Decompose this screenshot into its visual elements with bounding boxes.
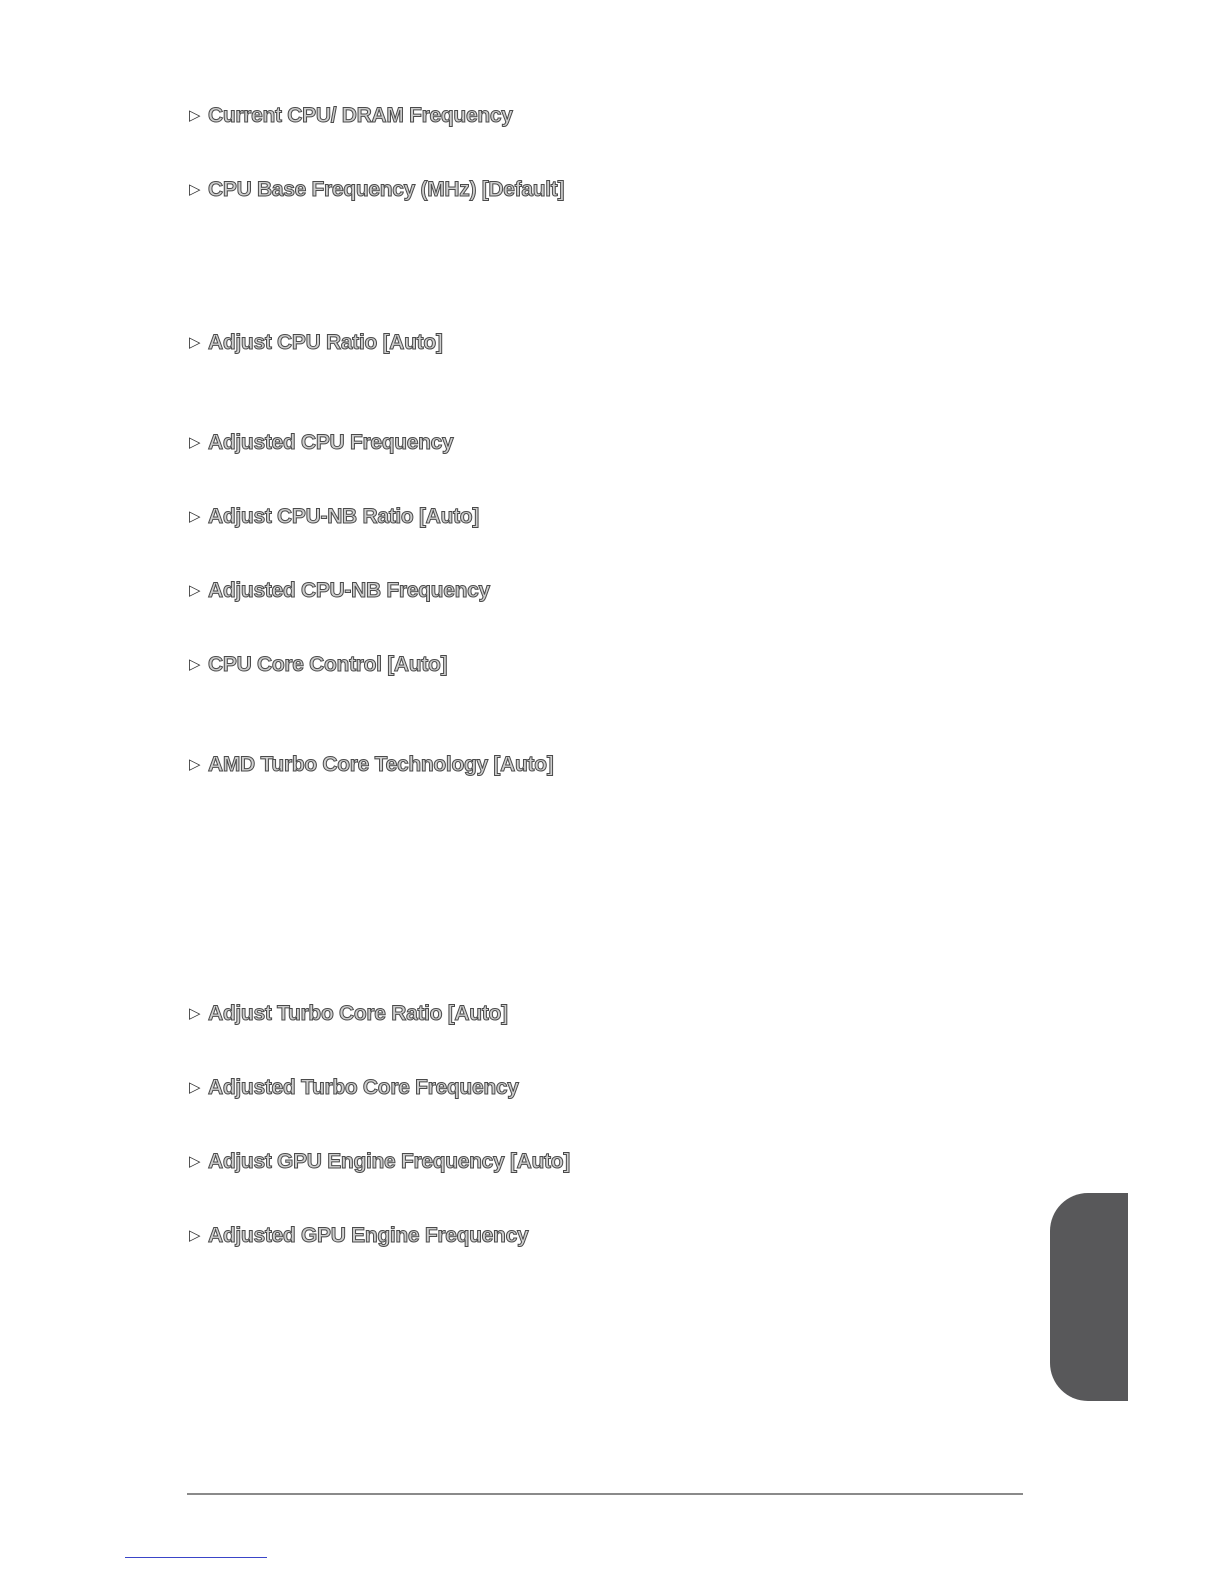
heading-label: Adjusted CPU-NB Frequency (208, 578, 490, 602)
section-heading-adjusted-turbo-core-frequency (189, 1072, 519, 1102)
triangle-bullet-icon: ▷ (189, 105, 201, 124)
heading-label: CPU Core Control [Auto] (208, 652, 448, 676)
triangle-bullet-icon: ▷ (189, 1151, 201, 1170)
heading-label: Adjust CPU-NB Ratio [Auto] (208, 504, 479, 528)
heading-label: CPU Base Frequency (MHz) [Default] (208, 177, 565, 201)
triangle-bullet-icon: ▷ (189, 1003, 201, 1022)
triangle-bullet-icon: ▷ (189, 179, 201, 198)
section-heading-adjust-cpu-nb-ratio (189, 501, 479, 531)
section-heading-adjust-gpu-engine-frequency (189, 1146, 570, 1176)
section-heading-adjusted-cpu-nb-frequency (189, 575, 490, 605)
triangle-bullet-icon: ▷ (189, 506, 201, 525)
heading-label: Adjust GPU Engine Frequency [Auto] (208, 1149, 570, 1173)
section-heading-adjust-turbo-core-ratio (189, 998, 508, 1028)
section-heading-cpu-core-control (189, 649, 447, 679)
section-heading-current-cpu-dram-frequency (189, 100, 513, 130)
section-heading-adjusted-gpu-engine-frequency (189, 1220, 528, 1250)
heading-label: Adjusted CPU Frequency (208, 430, 454, 454)
triangle-bullet-icon: ▷ (189, 432, 201, 451)
heading-label: Adjust CPU Ratio [Auto] (208, 330, 443, 354)
triangle-bullet-icon: ▷ (189, 332, 201, 351)
heading-label: Adjust Turbo Core Ratio [Auto] (208, 1001, 508, 1025)
heading-label: Adjusted GPU Engine Frequency (208, 1223, 529, 1247)
triangle-bullet-icon: ▷ (189, 580, 201, 599)
triangle-bullet-icon: ▷ (189, 1225, 201, 1244)
heading-label: Current CPU/ DRAM Frequency (208, 103, 513, 127)
heading-label: AMD Turbo Core Technology [Auto] (208, 752, 554, 776)
triangle-bullet-icon: ▷ (189, 654, 201, 673)
triangle-bullet-icon: ▷ (189, 1077, 201, 1096)
footer-divider (187, 1493, 1023, 1495)
section-heading-adjust-cpu-ratio (189, 327, 443, 357)
section-heading-adjusted-cpu-frequency (189, 427, 453, 457)
footer-link-underline (125, 1557, 267, 1558)
section-heading-amd-turbo-core-technology (189, 749, 553, 779)
heading-label: Adjusted Turbo Core Frequency (208, 1075, 519, 1099)
section-heading-cpu-base-frequency (189, 174, 564, 204)
chapter-side-tab (1050, 1193, 1128, 1401)
triangle-bullet-icon: ▷ (189, 754, 201, 773)
